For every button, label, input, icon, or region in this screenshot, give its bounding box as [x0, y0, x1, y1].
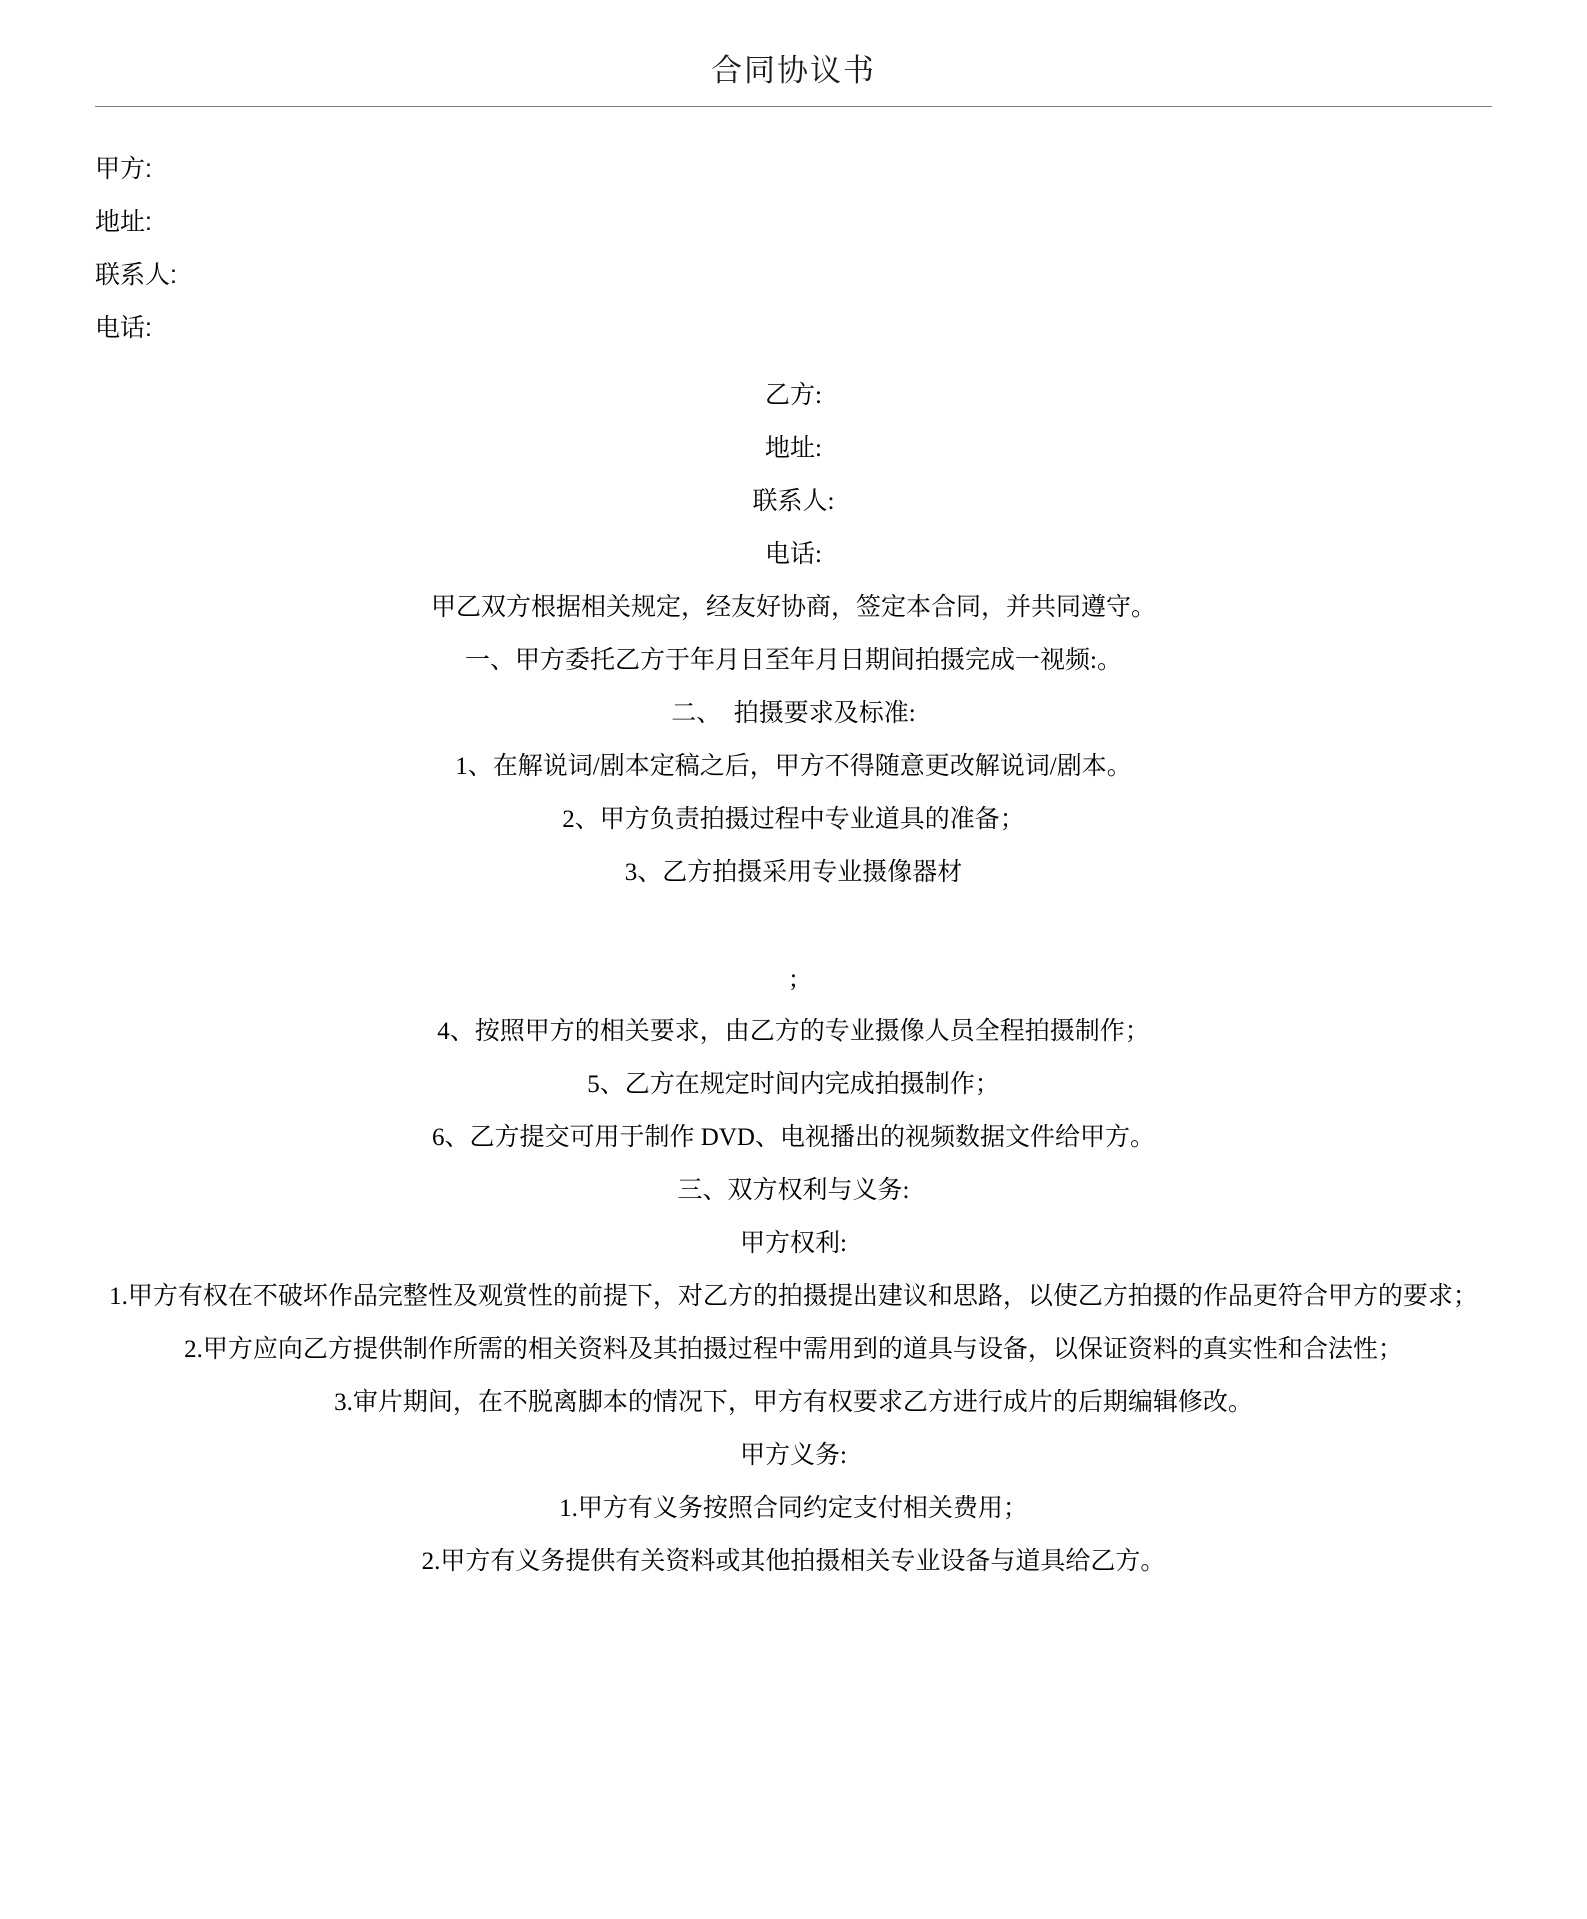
- blank-line: [95, 899, 1492, 952]
- party-a-duty-1: 1.甲方有义务按照合同约定支付相关费用；: [559, 1495, 1028, 1522]
- party-a-rights-heading: 甲方权利:: [740, 1230, 847, 1257]
- party-a-contact-line: 联系人:: [95, 261, 177, 289]
- party-a-address-line: 地址:: [95, 208, 152, 236]
- page-title: 合同协议书: [711, 53, 876, 88]
- contract-body: [95, 581, 1492, 1588]
- party-a-phone-line: 电话:: [95, 314, 152, 342]
- clause-three-heading: 三、双方权利与义务:: [677, 1177, 910, 1204]
- semicolon-line: ;: [790, 965, 797, 992]
- party-b-block: [95, 369, 1492, 581]
- party-b-contact-line: 联系人:: [752, 488, 835, 515]
- clause-two-item-5: 5、乙方在规定时间内完成拍摄制作；: [587, 1071, 1000, 1098]
- party-a-duties-heading: 甲方义务:: [740, 1442, 847, 1469]
- party-b-name-line: 乙方:: [765, 382, 822, 409]
- party-a-right-1: 1.甲方有权在不破坏作品完整性及观赏性的前提下，对乙方的拍摄提出建议和思路，以使乙方拍摄的作品更符合甲方的要求；: [109, 1283, 1478, 1310]
- party-b-address-line: 地址:: [765, 435, 822, 462]
- clause-two-item-3: 3、乙方拍摄采用专业摄像器材: [624, 859, 963, 886]
- clause-one: 一、甲方委托乙方于年月日至年月日期间拍摄完成一视频:。: [465, 647, 1122, 674]
- clause-two-item-1: 1、在解说词/剧本定稿之后，甲方不得随意更改解说词/剧本。: [455, 753, 1132, 780]
- party-a-block: [95, 143, 1492, 355]
- party-a-name-line: 甲方:: [95, 155, 152, 183]
- clause-two-item-2: 2、甲方负责拍摄过程中专业道具的准备；: [562, 806, 1025, 833]
- body-paragraph: 甲乙双方根据相关规定，经友好协商，签定本合同，并共同遵守。: [430, 594, 1156, 621]
- section-spacer: [95, 355, 1492, 369]
- party-b-phone-line: 电话:: [765, 541, 822, 568]
- party-a-right-3: 3.审片期间，在不脱离脚本的情况下，甲方有权要求乙方进行成片的后期编辑修改。: [334, 1389, 1253, 1416]
- clause-two-item-4: 4、按照甲方的相关要求，由乙方的专业摄像人员全程拍摄制作；: [437, 1018, 1150, 1045]
- party-a-duty-2: 2.甲方有义务提供有关资料或其他拍摄相关专业设备与道具给乙方。: [421, 1548, 1166, 1575]
- title-divider: [95, 106, 1492, 107]
- clause-two-item-6: 6、乙方提交可用于制作 DVD、电视播出的视频数据文件给甲方。: [432, 1124, 1155, 1151]
- clause-two-heading: 二、 拍摄要求及标准:: [671, 700, 916, 727]
- party-a-right-2: 2.甲方应向乙方提供制作所需的相关资料及其拍摄过程中需用到的道具与设备，以保证资料的真实性和合法性；: [184, 1336, 1403, 1363]
